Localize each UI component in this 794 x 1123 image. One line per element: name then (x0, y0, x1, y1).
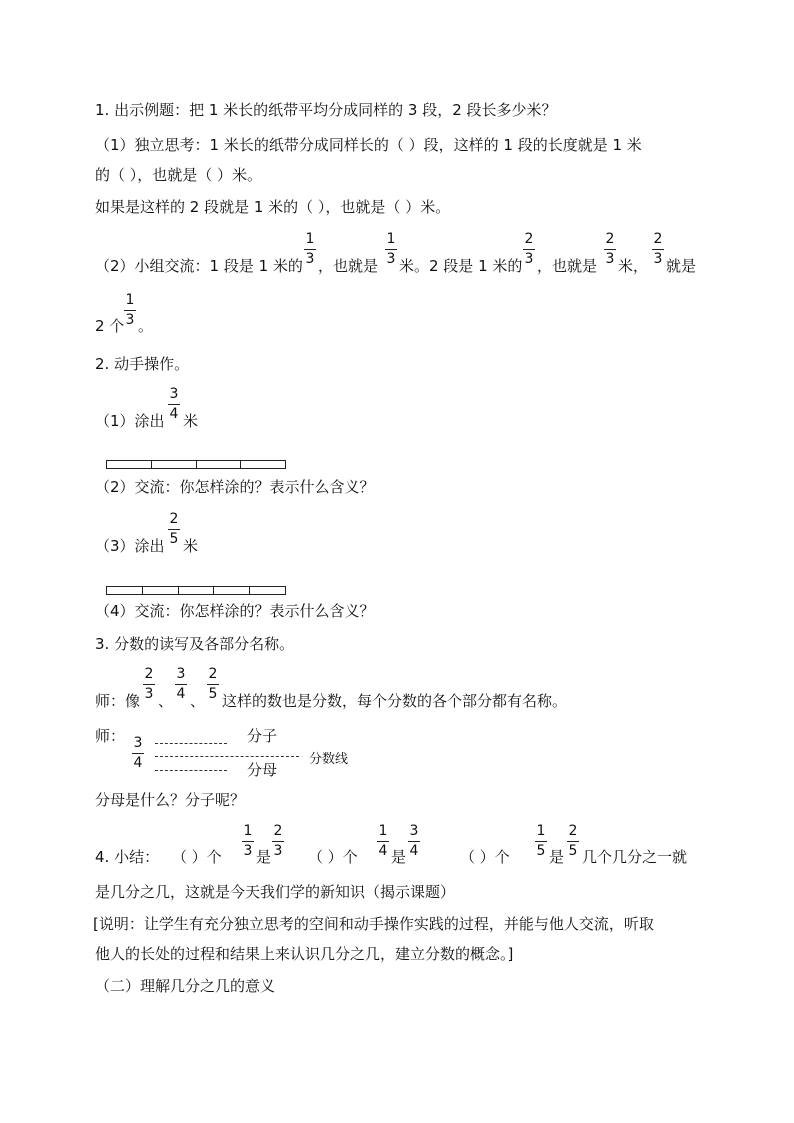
summary-line-2: 是几分之几，这就是今天我们学的新知识（揭示课题） (95, 883, 456, 901)
separator: 、 (158, 692, 174, 710)
numerator-label: 分子 (247, 727, 278, 745)
paper-strip-4[interactable] (106, 460, 286, 469)
fraction-two-thirds: 2 3 (653, 231, 663, 267)
strip-cell[interactable] (241, 461, 285, 468)
op3-unit: 米 (183, 537, 199, 555)
diagram-fraction: 3 4 (133, 735, 143, 771)
op1-label: （1）涂出 (95, 412, 165, 430)
fraction-two-fifths: 2 5 (169, 511, 179, 547)
fraction-one-third: 1 3 (305, 231, 315, 267)
fraction-one-fifth: 1 5 (536, 823, 546, 859)
summary-prefix: 4. 小结： (95, 848, 160, 866)
teacher-label: 师： (95, 727, 126, 745)
discuss-text-f: 就是 (666, 257, 697, 275)
summary-blank-3: （ ）个 (460, 848, 510, 866)
note-line-2: 他人的长处的过程和结果上来认识几分之几，建立分数的概念。] (95, 945, 514, 963)
fraction-three-fourths: 3 4 (176, 666, 186, 702)
fraction-one-fourth: 1 4 (378, 823, 388, 859)
paper-strip-5[interactable] (106, 586, 286, 595)
fraction-one-third: 1 3 (243, 823, 253, 859)
section-3-title: 3. 分数的读写及各部分名称。 (95, 635, 295, 653)
op2-text: （2）交流：你怎样涂的？表示什么含义？ (95, 478, 375, 496)
discuss-text-e: 米， (618, 257, 649, 275)
section-two-heading: （二）理解几分之几的意义 (95, 977, 276, 995)
discuss-text-a: （2）小组交流：1 段是 1 米的 (95, 257, 303, 275)
strip-cell[interactable] (179, 587, 215, 594)
think-line-2: 的（ ），也就是（ ）米。 (95, 166, 263, 184)
strip-cell[interactable] (143, 587, 179, 594)
fraction-three-fourths: 3 4 (409, 823, 419, 859)
fraction-two-thirds: 2 3 (273, 823, 283, 859)
strip-cell[interactable] (107, 461, 152, 468)
strip-cell[interactable] (107, 587, 143, 594)
numerator-pointer (155, 743, 227, 744)
discuss-text-d: ，也就是 (537, 257, 598, 275)
example-title: 1. 出示例题：把 1 米长的纸带平均分成同样的 3 段，2 段长多少米？ (95, 101, 557, 119)
op1-unit: 米 (183, 412, 199, 430)
discuss-line2-b: 。 (138, 317, 154, 335)
strip-cell[interactable] (197, 461, 242, 468)
denominator-label: 分母 (247, 761, 278, 779)
fraction-two-fifths: 2 5 (568, 823, 578, 859)
summary-blank-2: （ ）个 (308, 848, 358, 866)
strip-cell[interactable] (152, 461, 197, 468)
strip-cell[interactable] (214, 587, 250, 594)
denominator-pointer (155, 770, 227, 771)
fraction-one-third: 1 3 (125, 292, 135, 328)
fraction-three-fourths: 3 4 (169, 386, 179, 422)
think-line-1: （1）独立思考：1 米长的纸带分成同样长的（ ）段，这样的 1 段的长度就是 1 米 (95, 136, 642, 154)
fraction-two-thirds: 2 3 (144, 666, 154, 702)
question-text: 分母是什么？分子呢？ (95, 791, 246, 809)
note-line-1: [说明：让学生有充分独立思考的空间和动手操作实践的过程，并能与他人交流，听取 (93, 915, 654, 933)
summary-is: 是 (549, 848, 565, 866)
think-line-3: 如果是这样的 2 段就是 1 米的（ ），也就是（ ）米。 (95, 198, 451, 216)
fraction-two-thirds: 2 3 (524, 231, 534, 267)
discuss-text-b: ，也就是 (318, 257, 379, 275)
section-2-title: 2. 动手操作。 (95, 355, 190, 373)
fraction-line-label: 分数线 (309, 752, 349, 767)
strip-cell[interactable] (250, 587, 285, 594)
fraction-one-third: 1 3 (386, 231, 396, 267)
discuss-line2-a: 2 个 (95, 317, 125, 335)
fraction-two-thirds: 2 3 (605, 231, 615, 267)
fraction-line-pointer (155, 756, 299, 757)
op3-label: （3）涂出 (95, 537, 165, 555)
summary-tail: 几个几分之一就 (582, 848, 688, 866)
discuss-text-c: 米。2 段是 1 米的 (399, 257, 523, 275)
summary-blank-1: （ ）个 (172, 848, 222, 866)
separator: 、 (190, 692, 206, 710)
fraction-two-fifths: 2 5 (208, 666, 218, 702)
op4-text: （4）交流：你怎样涂的？表示什么含义？ (95, 602, 375, 620)
summary-is: 是 (256, 848, 272, 866)
teacher-text-a: 师：像 (95, 692, 141, 710)
teacher-text-b: 这样的数也是分数，每个分数的各个部分都有名称。 (222, 692, 568, 710)
summary-is: 是 (391, 848, 407, 866)
